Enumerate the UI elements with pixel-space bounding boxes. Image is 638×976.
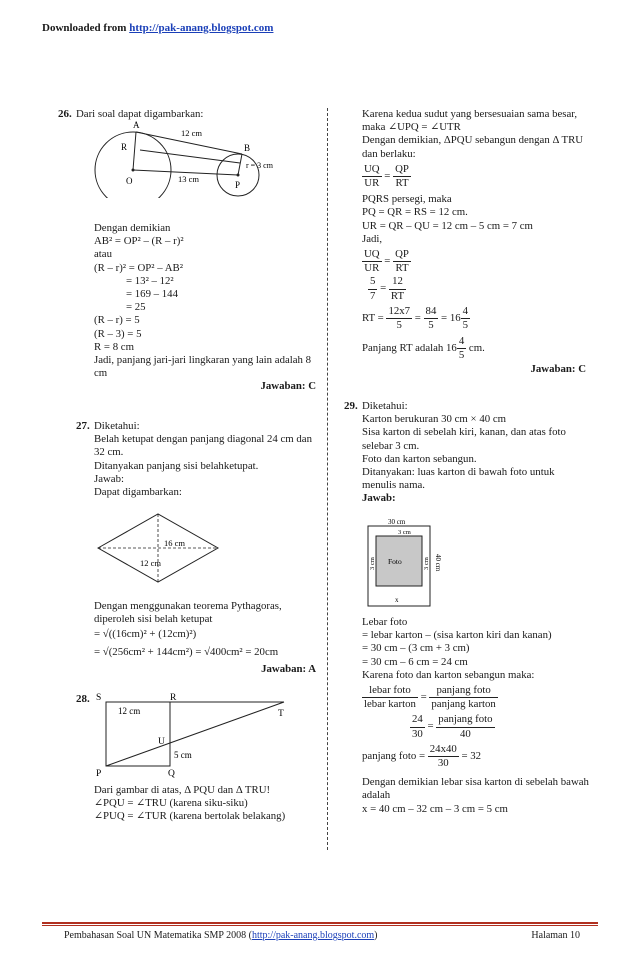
q27-number: 27. [76,420,90,432]
q29-line: Karena foto dan karton sebangun maka: [362,668,535,681]
q28-label-P: P [96,769,102,779]
q29-label-width: 30 cm [388,518,406,526]
q26-line: atau [94,248,112,261]
ratio-uq-ur: $\frac{UQ}{UR}$ = $\frac{QP}{RT}$ [364,162,409,190]
frac-num: 4 [457,335,466,349]
q28-number: 28. [76,693,90,705]
q28-line: ∠PUQ = ∠TUR (karena bertolak belakang) [94,810,286,823]
q26-line: = 25 [126,301,146,314]
q28-answer: Jawaban: C [530,362,586,375]
frac-num: lebar foto [362,684,418,698]
q29-line: Ditanyakan: luas karton di bawah foto untuk menulis nama. [362,466,555,492]
frac-den: 5 [458,349,465,362]
q27-text [94,420,316,499]
q28-text [94,784,324,824]
footer-text [64,930,378,941]
q29-line: Dengan demikian lebar sisa karton di sebelah bawah adalah [362,776,589,802]
frac-den: RT [390,289,405,302]
right-line: UR = QR – QU = 12 cm – 5 cm = 7 cm [362,219,533,232]
frac-den: panjang karton [431,698,496,711]
rt-lhs: RT = [362,312,384,325]
q29-label-foto: Foto [388,557,402,566]
q29-jawab: Jawab: [362,492,396,505]
q26-line: AB² = OP² – (R – r)² [94,235,184,248]
frac-den: 5 [428,319,434,332]
q26-line: Dengan demikian [94,222,171,234]
frac-den: UR [364,177,380,190]
frac-num: QP [393,248,411,262]
q26-label-op: 13 cm [178,174,200,184]
ratio-uq-ur-2: $\frac{UQ}{UR}$ = $\frac{QP}{RT}$ [364,248,409,275]
frac-num: 12x7 [386,305,412,319]
q26-line: = 169 – 144 [126,288,178,301]
q27-line: Dengan menggunakan teorema Pythagoras, diperoleh sisi belah ketupat [94,600,282,626]
q26-label-A: A [133,120,140,130]
footer-pre: Pembahasan Soal UN Matematika SMP 2008 ( [64,930,252,941]
q26-solution [94,222,316,394]
frac-num: 24x40 [428,743,459,757]
q29-line: Foto dan karton sebangun. [362,452,477,465]
frac-num: 24 [410,713,425,727]
q27-line: Belah ketupat dengan panjang diagonal 24 cm dan 32 cm. [94,433,312,459]
q26-circles-figure [86,118,286,198]
right-line: PQ = QR = RS = 12 cm. [362,206,468,219]
q26-line: Jadi, panjang jari-jari lingkaran yang lain adalah 8 cm [94,354,312,380]
ratio-24-30: $\frac{24}{30}$ = $\frac{\text{panjang foto}}{40}$ [412,713,493,740]
footer-rule-thin [42,925,598,926]
q26-line: (R – 3) = 5 [94,327,142,340]
ratio-foto-karton: $\frac{\text{lebar foto}}{\text{lebar karton}}$ = $\frac{\text{panjang foto}}{\text{panjang karton}}$ [364,684,496,711]
concl-pre: Panjang RT adalah 16 [362,342,457,355]
pf-rhs: = 32 [461,750,482,763]
q26-line: (R – r)² = OP² – AB² [94,261,183,274]
frac-den: 40 [460,727,471,740]
frac-num: panjang foto [436,713,494,727]
q27-line: Diketahui: [94,420,140,432]
q27-equation-1: = √((16cm)² + (12cm)²) [94,628,197,641]
frac-num: panjang foto [429,684,497,698]
panjang-foto-calc [362,743,590,770]
q28-label-R: R [170,693,177,703]
q27-rhombus-figure [94,510,224,586]
q27-solution [94,600,316,676]
pf-lhs: panjang foto = [362,750,426,763]
q29-line: = lebar karton – (sisa karton kiri dan kanan) [362,629,552,642]
download-source [42,22,273,34]
frac-den: RT [395,177,409,190]
q26-label-ab: 12 cm [181,128,203,138]
q28-label-T: T [278,709,284,719]
q26-label-P: P [235,180,241,190]
right-line: PQRS persegi, maka [362,193,452,206]
q29-line: = 30 cm – 6 cm = 24 cm [362,655,468,668]
q26-line: (R – r) = 5 [94,314,140,327]
q29-line: = 30 cm – (3 cm + 3 cm) [362,642,470,655]
q27-label-d2: 12 cm [140,558,162,568]
q28-line: ∠PQU = ∠TRU (karena siku-siku) [94,797,248,810]
frac-num: 4 [461,305,470,319]
q29-line: Diketahui: [362,400,408,412]
q28-label-Q: Q [168,769,175,779]
rt-conclusion [362,335,586,362]
q29-label-height: 40 cm [434,554,442,572]
q26-intro: Dari soal dapat digambarkan: [76,108,204,120]
rt-whole: = 16 [441,312,461,325]
q28-continued [362,108,586,376]
q29-text [362,400,586,506]
q26-label-r: r = 3 cm [246,161,273,170]
q27-line: Jawab: [94,472,124,485]
q28-square-figure [94,690,304,782]
right-line: Jadi, [362,232,383,245]
right-line: Dengan demikian, ΔPQU sebangun dengan Δ TRU dan berlaku: [362,134,584,160]
frac-den: RT [395,262,409,275]
q27-equation-2: = √(256cm² + 144cm²) = √400cm² = 20cm [94,645,279,658]
source-link[interactable]: http://pak-anang.blogspot.com [129,22,274,34]
footer-link[interactable]: http://pak-anang.blogspot.com [251,930,375,941]
q29-line: x = 40 cm – 32 cm – 3 cm = 5 cm [362,802,508,815]
frac-num: 84 [424,305,439,319]
rt-calc: RT = $\frac{12x7}{5}$ = $\frac{84}{5}$ = 16 $\frac{4}{5}$ [362,304,469,332]
frac-den: UR [364,262,380,275]
q28-label-uq: 5 cm [174,750,192,760]
frac-den: 7 [370,289,376,302]
frac-den: lebar karton [364,698,416,711]
q27-label-d1: 16 cm [164,538,186,548]
q29-solution [362,616,590,816]
frac-den: 30 [437,757,449,770]
q28-label-S: S [96,693,102,703]
ratio-5-7: $\frac{5}{7}$ = $\frac{12}{RT}$ [370,275,405,302]
q29-line: Sisa karton di sebelah kiri, kanan, dan atas foto selebar 3 cm. [362,426,566,452]
q26-label-B: B [244,143,251,153]
frac-num: 5 [368,275,377,289]
q26-answer: Jawaban: C [260,380,316,393]
q29-number: 29. [344,400,358,412]
frac-den: 30 [412,727,423,740]
footer-rule [42,922,598,924]
download-prefix: Downloaded from [42,22,130,34]
q27-line: Ditanyakan panjang sisi belahketupat. [94,459,259,472]
q28-label-sr: 12 cm [118,706,141,716]
frac-num: UQ [362,163,382,177]
column-divider [327,108,328,850]
q29-line: Karton berukuran 30 cm × 40 cm [362,413,507,426]
footer-post: ) [374,930,378,941]
frac-num: UQ [362,248,382,262]
frac-den: 5 [462,319,469,332]
frac-den: 5 [396,319,402,332]
concl-post: cm. [468,342,485,355]
q29-label-left: 3 cm [369,557,376,570]
q26-label-R: R [121,142,128,152]
frac-num: QP [393,163,411,177]
q26-line: R = 8 cm [94,340,134,353]
frac-num: 12 [389,275,406,289]
q29-label-right: 3 cm [423,557,430,570]
q29-line: Lebar foto [362,616,408,628]
q29-label-top: 3 cm [398,529,411,536]
q27-answer: Jawaban: A [261,662,316,675]
q26-number: 26. [58,108,72,120]
q28-label-U: U [158,737,165,747]
page-number: Halaman 10 [531,930,580,941]
q26-label-O: O [126,176,133,186]
q26-line: = 13² – 12² [126,274,174,287]
q28-line: Dari gambar di atas, Δ PQU dan Δ TRU! [94,784,271,796]
q29-karton-figure [362,516,446,612]
right-line: Karena kedua sudut yang bersesuaian sama besar, maka ∠UPQ = ∠UTR [362,108,578,134]
q29-label-x: x [395,596,399,604]
q27-line: Dapat digambarkan: [94,486,182,499]
